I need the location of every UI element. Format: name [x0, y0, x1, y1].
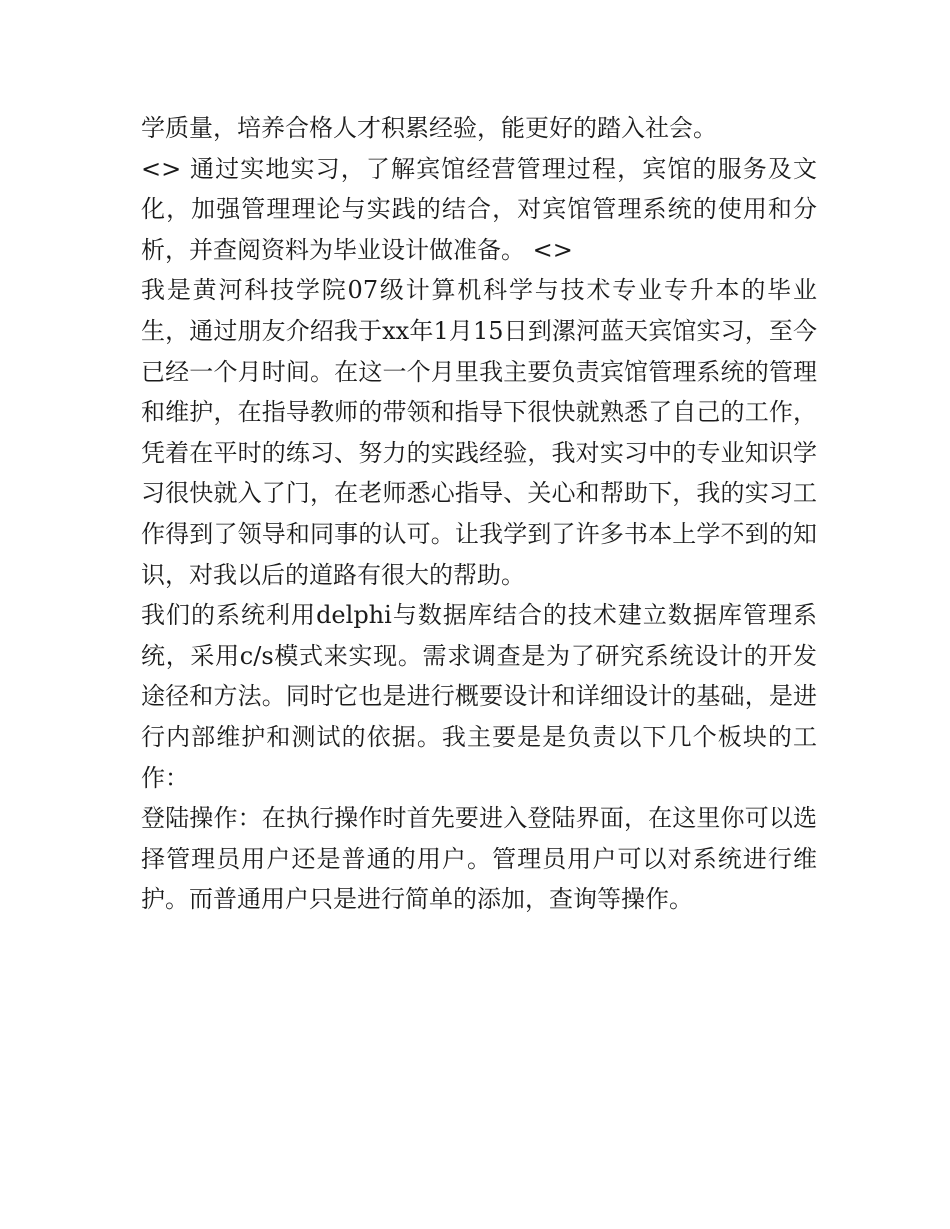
document-body — [141, 108, 817, 920]
paragraph-1: 学质量，培养合格人才积累经验，能更好的踏入社会。 — [141, 114, 717, 142]
paragraph-5: 登陆操作：在执行操作时首先要进入登陆界面，在这里你可以选择管理员用户还是普通的用户。管理员用户可以对系统进行维护。而普通用户只是进行简单的添加，查询等操作。 — [141, 804, 817, 914]
paragraph-2: <> 通过实地实习，了解宾馆经营管理过程，宾馆的服务及文化，加强管理理论与实践的结合，对宾馆管理系统的使用和分析，并查阅资料为毕业设计做准备。 <> — [141, 154, 817, 264]
paragraph-4: 我们的系统利用delphi与数据库结合的技术建立数据库管理系统，采用c/s模式来实现。需求调查是为了研究系统设计的开发途径和方法。同时它也是进行概要设计和详细设计的基础，是进行内部维护和测试的依据。我主要是是负责以下几个板块的工作： — [141, 601, 817, 792]
paragraph-3: 我是黄河科技学院07级计算机科学与技术专业专升本的毕业生，通过朋友介绍我于xx年1月15日到漯河蓝天宾馆实习，至今已经一个月时间。在这一个月里我主要负责宾馆管理系统的管理和维护，在指导教师的带领和指导下很快就熟悉了自己的工作，凭着在平时的练习、努力的实践经验，我对实习中的专业知识学习很快就入了门，在老师悉心指导、关心和帮助下，我的实习工作得到了领导和同事的认可。让我学到了许多书本上学不到的知识，对我以后的道路有很大的帮助。 — [141, 276, 817, 589]
